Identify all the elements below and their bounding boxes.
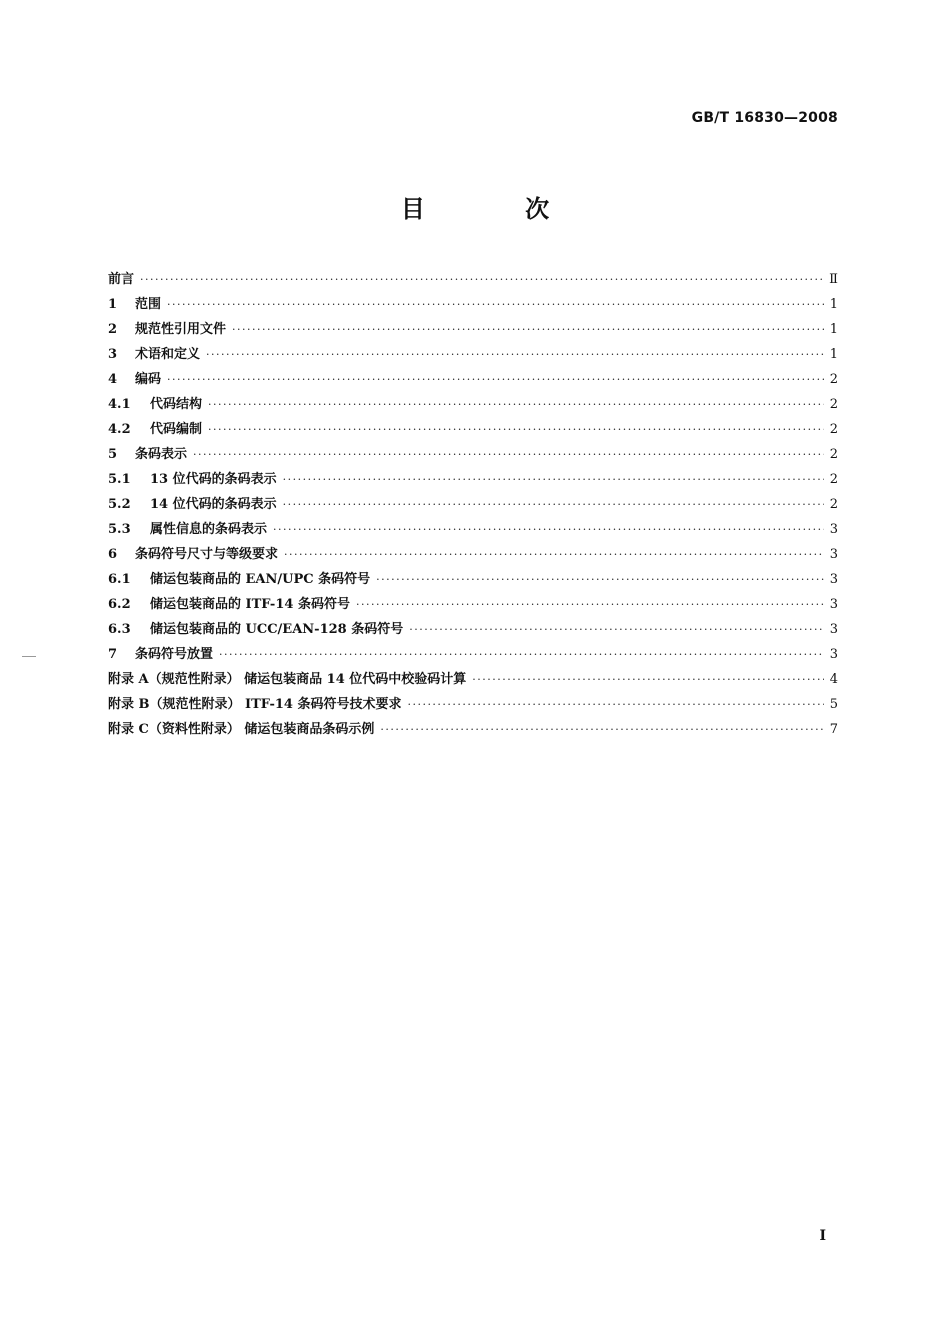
toc-entry-4-1[interactable] — [108, 393, 838, 418]
toc-entry-number: 7 — [108, 647, 118, 662]
toc-entry-appendix-b[interactable] — [108, 693, 838, 718]
toc-entry-page: 1 — [829, 322, 838, 337]
toc-entry-title: 代码编制 — [150, 422, 203, 437]
toc-entry-page: 2 — [829, 472, 838, 487]
toc-entry-title: 编码 — [135, 372, 162, 387]
toc-entry-number: 6.1 — [108, 572, 131, 587]
toc-entry-appendix-a[interactable] — [108, 668, 838, 693]
dot-leader — [472, 673, 824, 686]
toc-entry-number: 1 — [108, 297, 118, 312]
toc-entry-title: 范围 — [135, 297, 162, 312]
toc-entry-page: 5 — [829, 697, 838, 712]
toc-entry-page: 2 — [829, 447, 838, 462]
dot-leader — [167, 298, 824, 311]
toc-entry-number: 5.1 — [108, 472, 131, 487]
toc-entry-7[interactable] — [108, 643, 838, 668]
toc-entry-4-2[interactable] — [108, 418, 838, 443]
toc-entry-6-2[interactable] — [108, 593, 838, 618]
toc-entry-5-3[interactable] — [108, 518, 838, 543]
dot-leader — [219, 648, 824, 661]
toc-entry-5-1[interactable] — [108, 468, 838, 493]
toc-entry-foreword[interactable] — [108, 268, 838, 293]
toc-entry-number: 3 — [108, 347, 118, 362]
toc-entry-title: 附录 B（规范性附录） ITF-14 条码符号技术要求 — [108, 697, 402, 712]
toc-entry-title: 前言 — [108, 272, 135, 287]
toc-entry-page: 3 — [829, 647, 838, 662]
toc-entry-number: 4.2 — [108, 422, 131, 437]
toc-entry-appendix-c[interactable] — [108, 718, 838, 743]
toc-entry-title: 储运包装商品的 EAN/UPC 条码符号 — [150, 572, 371, 587]
toc-entry-title: 条码符号放置 — [135, 647, 214, 662]
dot-leader — [283, 498, 824, 511]
toc-entry-title: 条码符号尺寸与等级要求 — [135, 547, 279, 562]
toc-entry-page: 2 — [829, 497, 838, 512]
dot-leader — [167, 373, 824, 386]
dot-leader — [232, 323, 824, 336]
toc-entry-5[interactable] — [108, 443, 838, 468]
toc-entry-number: 5 — [108, 447, 118, 462]
toc-entry-title: 附录 C（资料性附录） 储运包装商品条码示例 — [108, 722, 375, 737]
toc-entry-title: 术语和定义 — [135, 347, 201, 362]
toc-entry-number: 5.3 — [108, 522, 131, 537]
toc-entry-title: 规范性引用文件 — [135, 322, 227, 337]
dot-leader — [380, 723, 824, 736]
toc-entry-page: 3 — [829, 597, 838, 612]
page-title: 目 次 — [400, 195, 596, 223]
dot-leader — [208, 398, 824, 411]
toc-entry-page: 1 — [829, 347, 838, 362]
toc-entry-number: 2 — [108, 322, 118, 337]
dot-leader — [206, 348, 824, 361]
table-of-contents — [108, 268, 838, 743]
toc-entry-page: 3 — [829, 522, 838, 537]
toc-entry-title: 14 位代码的条码表示 — [150, 497, 277, 512]
toc-entry-page: 2 — [829, 422, 838, 437]
dot-leader — [273, 523, 824, 536]
toc-entry-page: 4 — [829, 672, 838, 687]
toc-entry-title: 属性信息的条码表示 — [150, 522, 268, 537]
dot-leader — [208, 423, 824, 436]
toc-entry-6[interactable] — [108, 543, 838, 568]
toc-entry-number: 5.2 — [108, 497, 131, 512]
dot-leader — [356, 598, 824, 611]
toc-entry-page: 2 — [829, 372, 838, 387]
toc-entry-title: 储运包装商品的 UCC/EAN-128 条码符号 — [150, 622, 404, 637]
toc-entry-page: 1 — [829, 297, 838, 312]
toc-entry-number: 4.1 — [108, 397, 131, 412]
toc-entry-title: 附录 A（规范性附录） 储运包装商品 14 位代码中校验码计算 — [108, 672, 467, 687]
toc-entry-title: 代码结构 — [150, 397, 203, 412]
dot-leader — [376, 573, 824, 586]
dot-leader — [283, 473, 824, 486]
toc-entry-page: 3 — [829, 622, 838, 637]
toc-entry-6-3[interactable] — [108, 618, 838, 643]
toc-entry-1[interactable] — [108, 293, 838, 318]
toc-entry-6-1[interactable] — [108, 568, 838, 593]
toc-entry-2[interactable] — [108, 318, 838, 343]
toc-entry-3[interactable] — [108, 343, 838, 368]
toc-entry-title: 储运包装商品的 ITF-14 条码符号 — [150, 597, 350, 612]
toc-entry-page: 7 — [829, 722, 838, 737]
toc-entry-title: 条码表示 — [135, 447, 188, 462]
page-number: I — [819, 1228, 826, 1244]
dot-leader — [193, 448, 824, 461]
toc-entry-title: 13 位代码的条码表示 — [150, 472, 277, 487]
toc-entry-number: 6.3 — [108, 622, 131, 637]
toc-entry-4[interactable] — [108, 368, 838, 393]
toc-entry-5-2[interactable] — [108, 493, 838, 518]
dot-leader — [140, 273, 824, 286]
dot-leader — [409, 623, 824, 636]
standard-code: GB/T 16830—2008 — [691, 110, 838, 126]
toc-entry-page: 3 — [829, 547, 838, 562]
toc-entry-page: Ⅱ — [829, 272, 838, 287]
toc-entry-number: 4 — [108, 372, 118, 387]
dot-leader — [284, 548, 824, 561]
toc-entry-page: 2 — [829, 397, 838, 412]
dot-leader — [407, 698, 824, 711]
toc-entry-number: 6.2 — [108, 597, 131, 612]
toc-entry-page: 3 — [829, 572, 838, 587]
toc-entry-number: 6 — [108, 547, 118, 562]
scan-artifact — [22, 656, 36, 657]
